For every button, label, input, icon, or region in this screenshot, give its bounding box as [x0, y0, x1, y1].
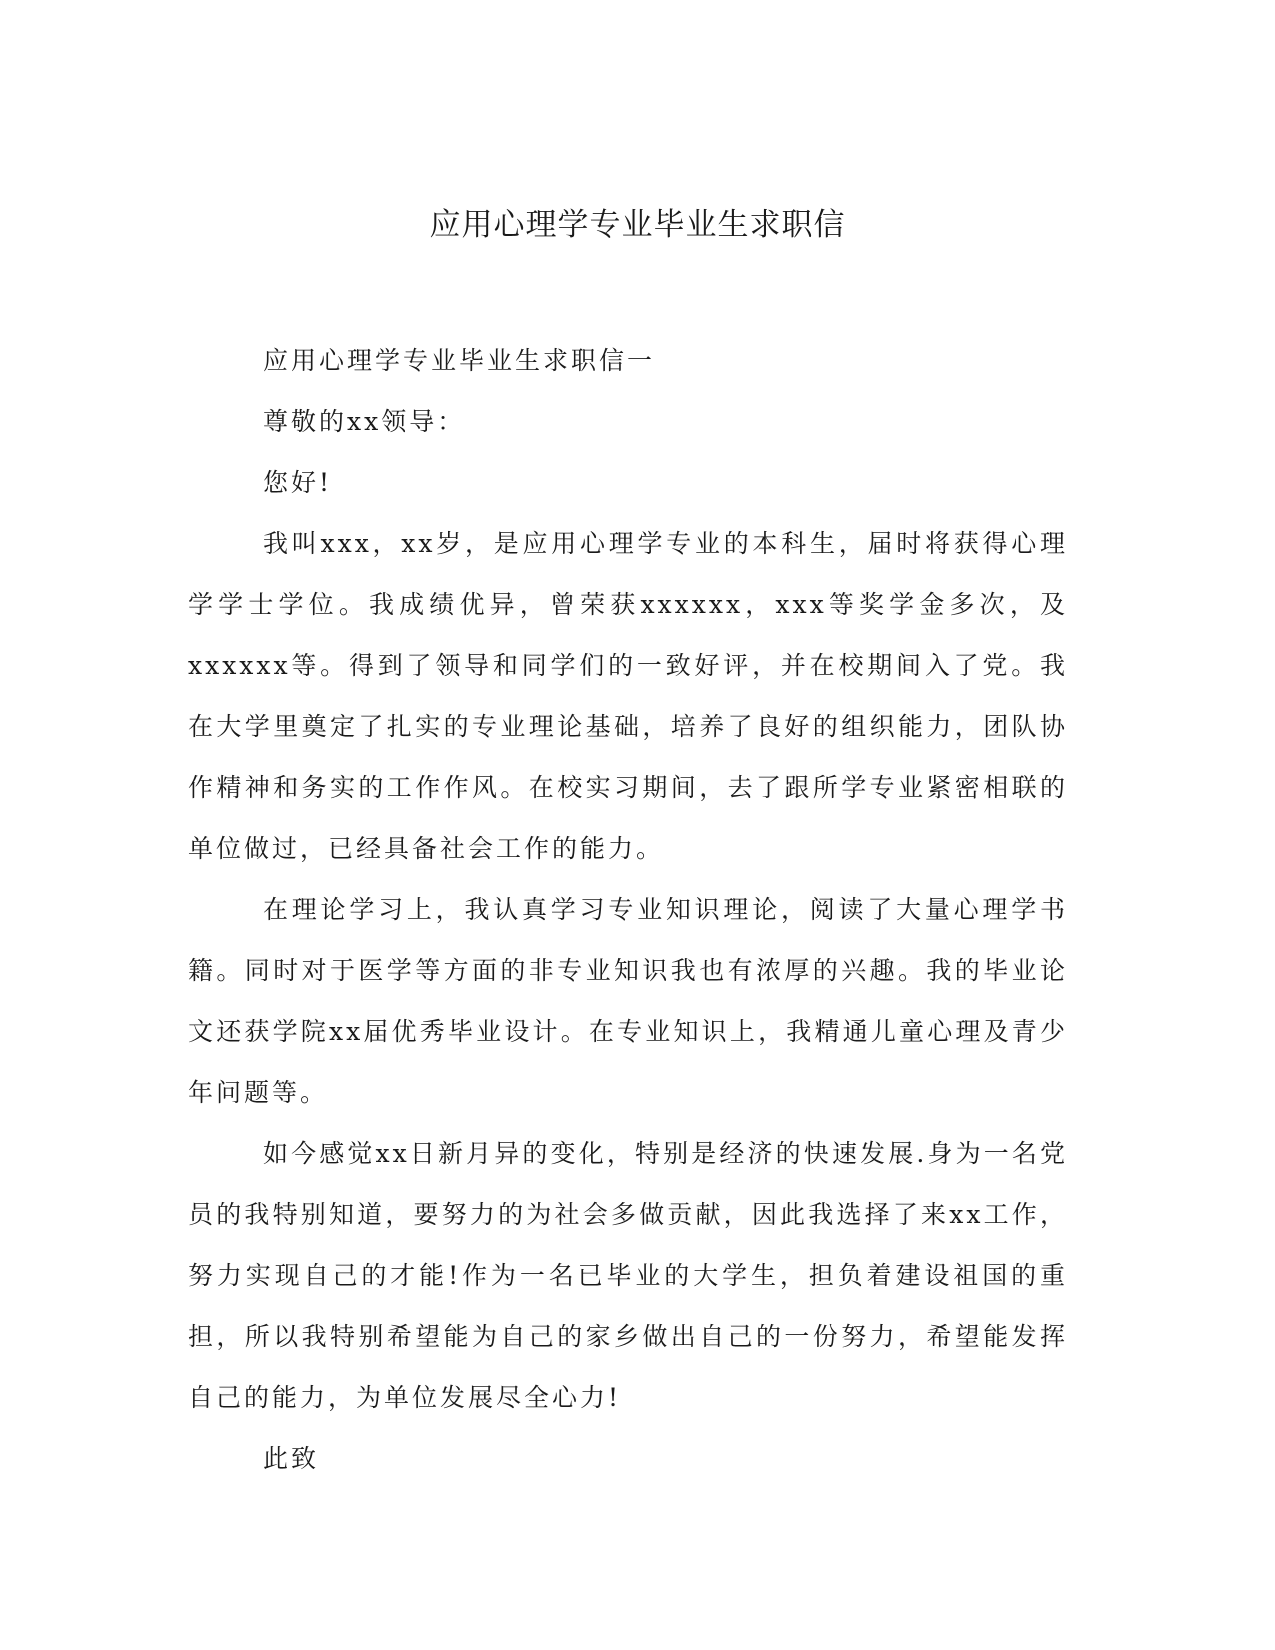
- document-title: 应用心理学专业毕业生求职信: [429, 207, 846, 243]
- closing: 此致: [263, 1444, 320, 1473]
- paragraph-motivation: 如今感觉xx日新月异的变化，特别是经济的快速发展.身为一名党员的我特别知道，要努力的为社会多做贡献，因此我选择了来xx工作，努力实现自己的才能!作为一名已毕业的大学生，担负着建设祖国的重担，所以我特别希望能为自己的家乡做出自己的一份努力，希望能发挥自己的能力，为单位发展尽全心力!: [188, 1139, 1068, 1412]
- letter-subtitle: 应用心理学专业毕业生求职信一: [263, 346, 656, 375]
- greeting: 您好!: [263, 468, 333, 497]
- paragraph-studies: 在理论学习上，我认真学习专业知识理论，阅读了大量心理学书籍。同时对于医学等方面的非专业知识我也有浓厚的兴趣。我的毕业论文还获学院xx届优秀毕业设计。在专业知识上，我精通儿童心理及青少年问题等。: [188, 895, 1068, 1107]
- salutation: 尊敬的xx领导：: [263, 407, 466, 436]
- paragraph-introduction: 我叫xxx，xx岁，是应用心理学专业的本科生，届时将获得心理学学士学位。我成绩优异，曾荣获xxxxxx，xxx等奖学金多次，及xxxxxx等。得到了领导和同学们的一致好评，并在校期间入了党。我在大学里奠定了扎实的专业理论基础，培养了良好的组织能力，团队协作精神和务实的工作作风。在校实习期间，去了跟所学专业紧密相联的单位做过，已经具备社会工作的能力。: [188, 529, 1068, 863]
- document-body: [188, 330, 1068, 1489]
